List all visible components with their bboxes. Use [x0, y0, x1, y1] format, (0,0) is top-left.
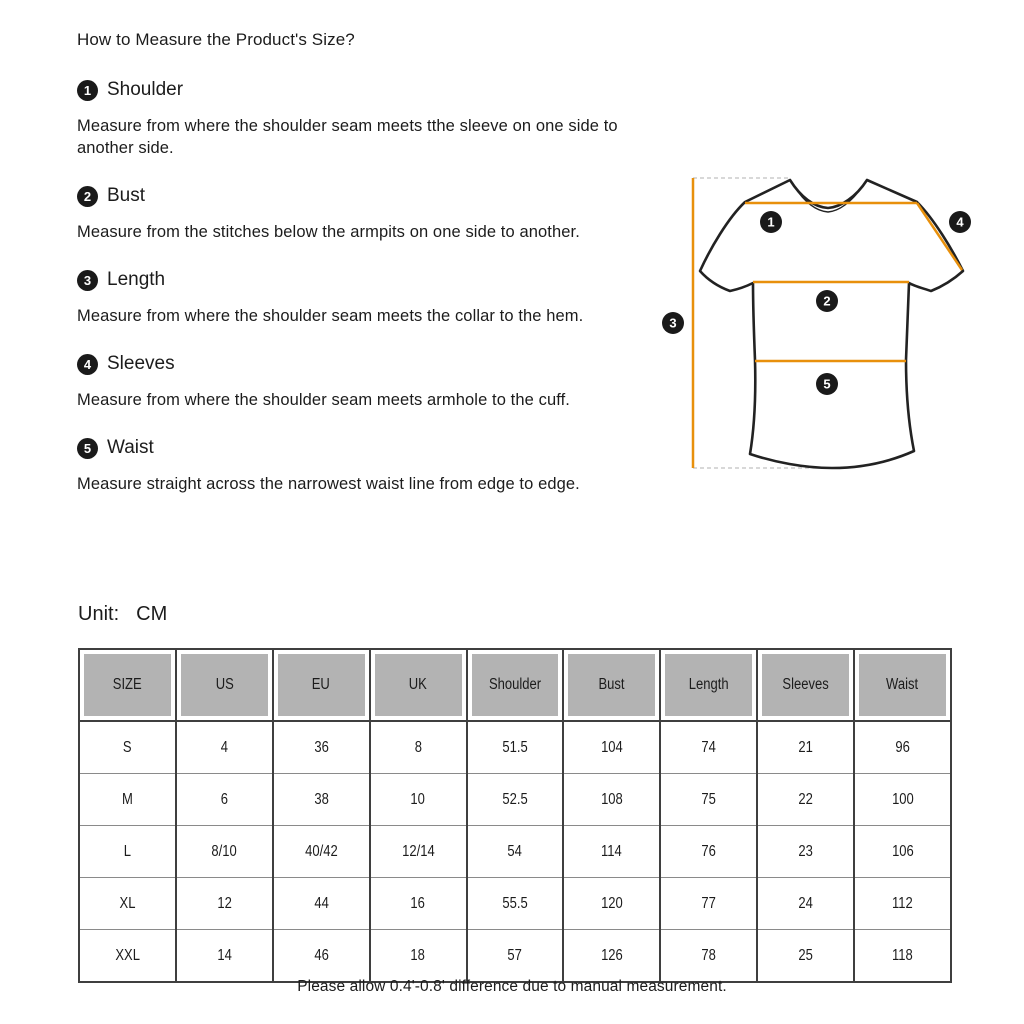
table-cell: 22: [757, 774, 854, 826]
table-row-xxl: [79, 930, 951, 983]
table-cell: 24: [757, 878, 854, 930]
unit-line: [78, 603, 167, 626]
table-cell: 126: [563, 930, 660, 983]
number-5-badge-icon: 5: [77, 438, 98, 459]
svg-text:4: 4: [956, 214, 964, 230]
section-heading: [77, 184, 622, 208]
diagram-marker-2: [816, 290, 838, 312]
svg-text:1: 1: [767, 214, 775, 230]
section-label: Bust: [107, 185, 146, 206]
svg-text:5: 5: [823, 376, 831, 392]
section-description: Measure from the stitches below the armpits on one side to another.: [77, 223, 580, 241]
number-4-badge-icon: 4: [77, 354, 98, 375]
table-header-bust: Bust: [563, 649, 660, 721]
table-cell: 96: [854, 721, 951, 774]
table-header-us: US: [176, 649, 273, 721]
unit-label: Unit:: [78, 603, 120, 625]
section-sleeves: [77, 352, 622, 411]
number-1-badge-icon: 1: [77, 80, 98, 101]
number-3-badge-icon: 3: [77, 270, 98, 291]
table-cell: 54: [467, 826, 564, 878]
table-cell: 78: [660, 930, 757, 983]
table-cell: 106: [854, 826, 951, 878]
size-chart-table: [78, 648, 952, 983]
table-cell: XL: [79, 878, 176, 930]
size-chart-header: [79, 649, 951, 721]
table-header-waist: Waist: [854, 649, 951, 721]
table-header-row: [79, 649, 951, 721]
table-cell: 21: [757, 721, 854, 774]
section-shoulder: [77, 78, 622, 159]
table-cell: S: [79, 721, 176, 774]
table-cell: 18: [370, 930, 467, 983]
table-cell: 25: [757, 930, 854, 983]
table-cell: 118: [854, 930, 951, 983]
section-label: Length: [107, 269, 166, 290]
table-row-m: [79, 774, 951, 826]
section-label: Waist: [107, 437, 154, 458]
table-cell: 74: [660, 721, 757, 774]
tshirt-measurement-diagram: [650, 160, 1024, 490]
table-cell: 77: [660, 878, 757, 930]
section-heading: [77, 78, 622, 102]
svg-text:3: 3: [669, 315, 677, 331]
table-cell: XXL: [79, 930, 176, 983]
table-cell: 40/42: [273, 826, 370, 878]
table-header-sleeves: Sleeves: [757, 649, 854, 721]
table-cell: 100: [854, 774, 951, 826]
table-cell: 8/10: [176, 826, 273, 878]
section-description: Measure from where the shoulder seam meets the collar to the hem.: [77, 307, 584, 325]
table-row-s: [79, 721, 951, 774]
table-header-shoulder: Shoulder: [467, 649, 564, 721]
table-cell: 46: [273, 930, 370, 983]
table-cell: 120: [563, 878, 660, 930]
table-header-eu: EU: [273, 649, 370, 721]
table-row-l: [79, 826, 951, 878]
diagram-marker-3: [662, 312, 684, 334]
table-cell: 57: [467, 930, 564, 983]
table-cell: 55.5: [467, 878, 564, 930]
svg-text:2: 2: [823, 293, 831, 309]
table-cell: 8: [370, 721, 467, 774]
table-cell: 75: [660, 774, 757, 826]
section-heading: [77, 352, 622, 376]
table-cell: 38: [273, 774, 370, 826]
table-cell: 44: [273, 878, 370, 930]
table-cell: 114: [563, 826, 660, 878]
section-label: Sleeves: [107, 353, 175, 374]
measurement-disclaimer: Please allow 0.4'-0.8' difference due to manual measurement.: [297, 978, 727, 995]
unit-value: CM: [136, 603, 168, 625]
table-cell: 104: [563, 721, 660, 774]
table-cell: 52.5: [467, 774, 564, 826]
table-cell: 51.5: [467, 721, 564, 774]
section-label: Shoulder: [107, 79, 184, 100]
table-cell: 12/14: [370, 826, 467, 878]
number-2-badge-icon: 2: [77, 186, 98, 207]
diagram-marker-4: [949, 211, 971, 233]
table-cell: 108: [563, 774, 660, 826]
table-row-xl: [79, 878, 951, 930]
size-chart-body: [79, 721, 951, 982]
table-header-uk: UK: [370, 649, 467, 721]
table-cell: 76: [660, 826, 757, 878]
table-cell: L: [79, 826, 176, 878]
table-header-length: Length: [660, 649, 757, 721]
measure-instructions: [77, 78, 622, 520]
diagram-marker-5: [816, 373, 838, 395]
table-cell: 6: [176, 774, 273, 826]
section-length: [77, 268, 622, 327]
diagram-marker-1: [760, 211, 782, 233]
section-description: Measure from where the shoulder seam meets armhole to the cuff.: [77, 391, 570, 409]
table-cell: 112: [854, 878, 951, 930]
table-cell: 23: [757, 826, 854, 878]
tshirt-diagram-svg: [650, 160, 1024, 490]
section-description: Measure straight across the narrowest waist line from edge to edge.: [77, 475, 580, 493]
section-waist: [77, 436, 622, 495]
table-cell: 14: [176, 930, 273, 983]
table-cell: 36: [273, 721, 370, 774]
table-header-size: SIZE: [79, 649, 176, 721]
table-cell: M: [79, 774, 176, 826]
section-bust: [77, 184, 622, 243]
tshirt-outline: [700, 180, 963, 468]
table-cell: 12: [176, 878, 273, 930]
section-description: Measure from where the shoulder seam meets tthe sleeve on one side to another side.: [77, 117, 618, 157]
table-cell: 16: [370, 878, 467, 930]
section-heading: [77, 436, 622, 460]
table-cell: 10: [370, 774, 467, 826]
section-heading: [77, 268, 622, 292]
page-title: How to Measure the Product's Size?: [77, 30, 355, 49]
table-cell: 4: [176, 721, 273, 774]
